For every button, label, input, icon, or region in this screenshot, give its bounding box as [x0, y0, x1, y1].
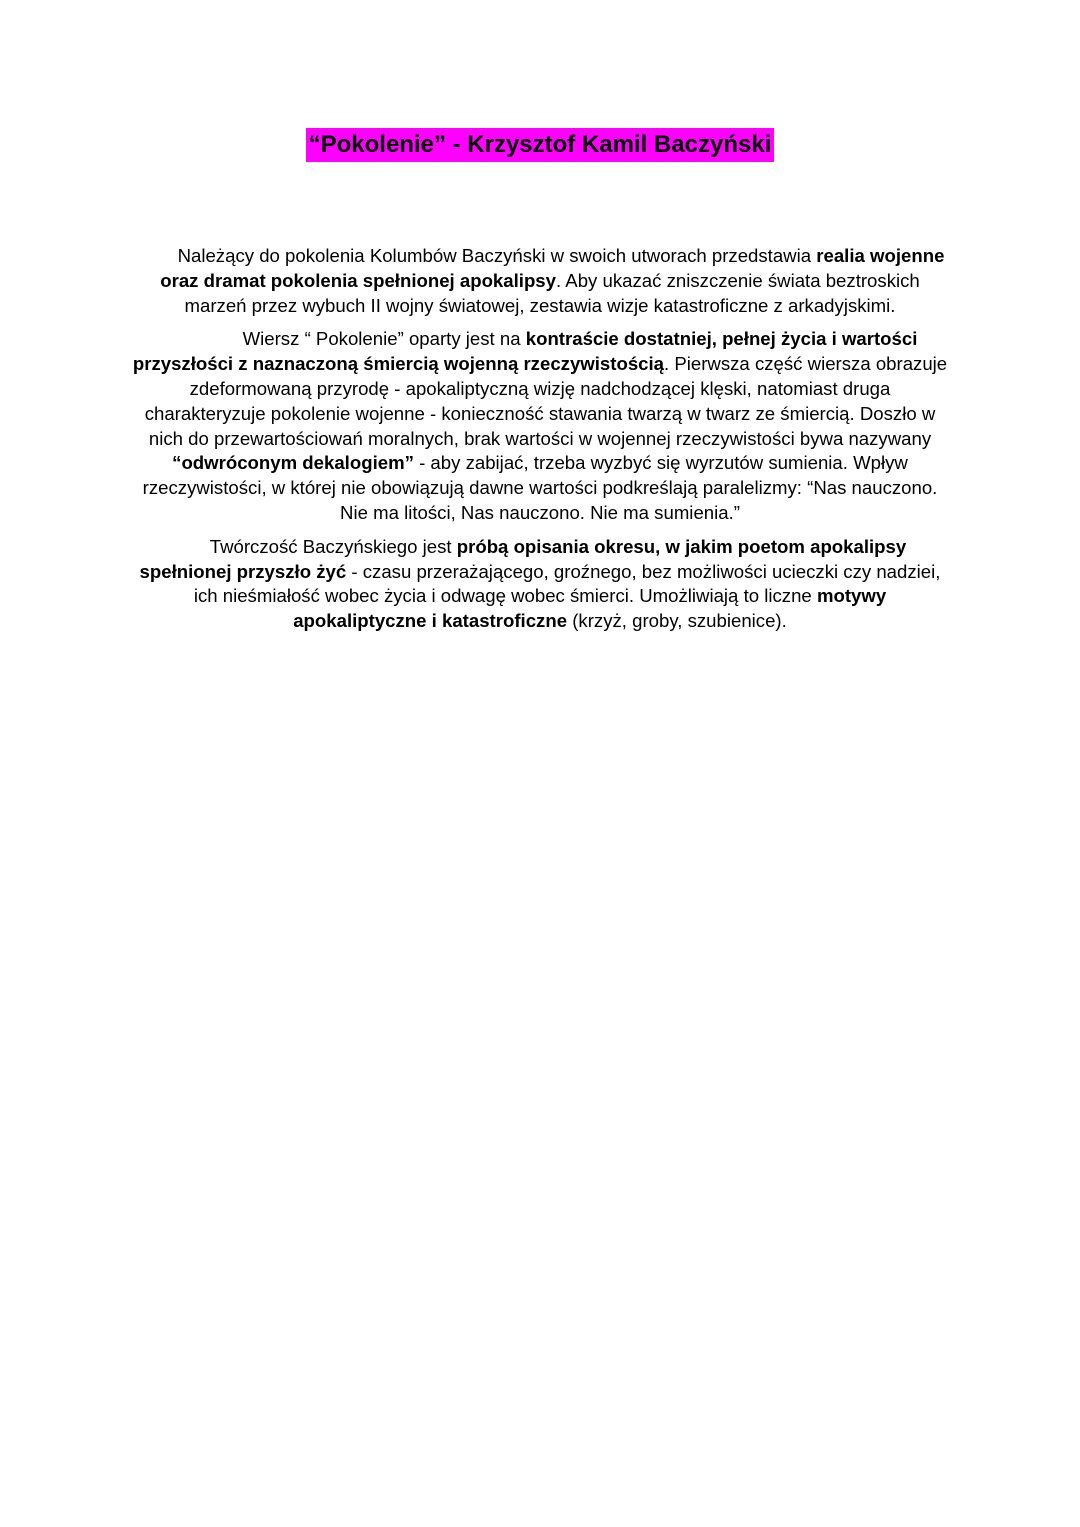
text-run: - czasu przerażającego, groźnego, bez możliwości ucieczki czy nadziei, ich nieśmiałość wobec życia i odwagę wobec śmierci. Umożliwiają to liczne: [193, 560, 941, 607]
bold-run: próbą opisania okresu, w jakim poetom apokalipsy spełnionej przyszło żyć: [139, 535, 907, 582]
bold-run: realia wojenne oraz dramat pokolenia spełnionej apokalipsy: [160, 245, 945, 291]
text-run: . Pierwsza część wiersza obrazuje zdeformowaną przyrodę - apokaliptyczną wizję nadchodzącej klęski, natomiast druga charakteryzuje pokolenie wojenne - konieczność stawania twarzą w twarz ze śmiercią. Doszło w nich do przewartościowań moralnych, brak wartości w wojennej rzeczywistości bywa nazywany: [144, 353, 948, 449]
bold-run: “odwróconym dekalogiem”: [172, 452, 414, 474]
text-run: Wiersz “ Pokolenie” oparty jest na: [242, 328, 526, 350]
text-run: (krzyż, groby, szubienice).: [567, 610, 787, 632]
bold-run: kontraście dostatniej, pełnej życia i wartości przyszłości z naznaczoną śmiercią wojenną rzeczywistością: [132, 328, 918, 375]
paragraph-conclusion: [128, 535, 952, 634]
title-container: [0, 128, 1080, 162]
bold-run: motywy apokaliptyczne i katastroficzne: [293, 585, 887, 632]
document-title: “Pokolenie” - Krzysztof Kamil Baczyński: [306, 128, 775, 162]
text-run: Należący do pokolenia Kolumbów Baczyński w swoich utworach przedstawia: [177, 245, 817, 266]
text-run: Twórczość Baczyńskiego jest: [209, 535, 457, 557]
text-run: - aby zabijać, trzeba wyzbyć się wyrzutów sumienia. Wpływ rzeczywistości, w której nie obowiązują dawne wartości podkreślają paralelizmy: “Nas nauczono. Nie ma litości, Nas nauczono. Nie ma sumienia.”: [142, 452, 938, 523]
paragraph-intro: [128, 244, 952, 318]
text-run: . Aby ukazać zniszczenie świata beztroskich marzeń przez wybuch II wojny światowej, zestawia wizje katastroficzne z arkadyjskimi.: [184, 269, 920, 316]
document-body: [128, 244, 952, 643]
paragraph-analysis: [128, 327, 952, 525]
